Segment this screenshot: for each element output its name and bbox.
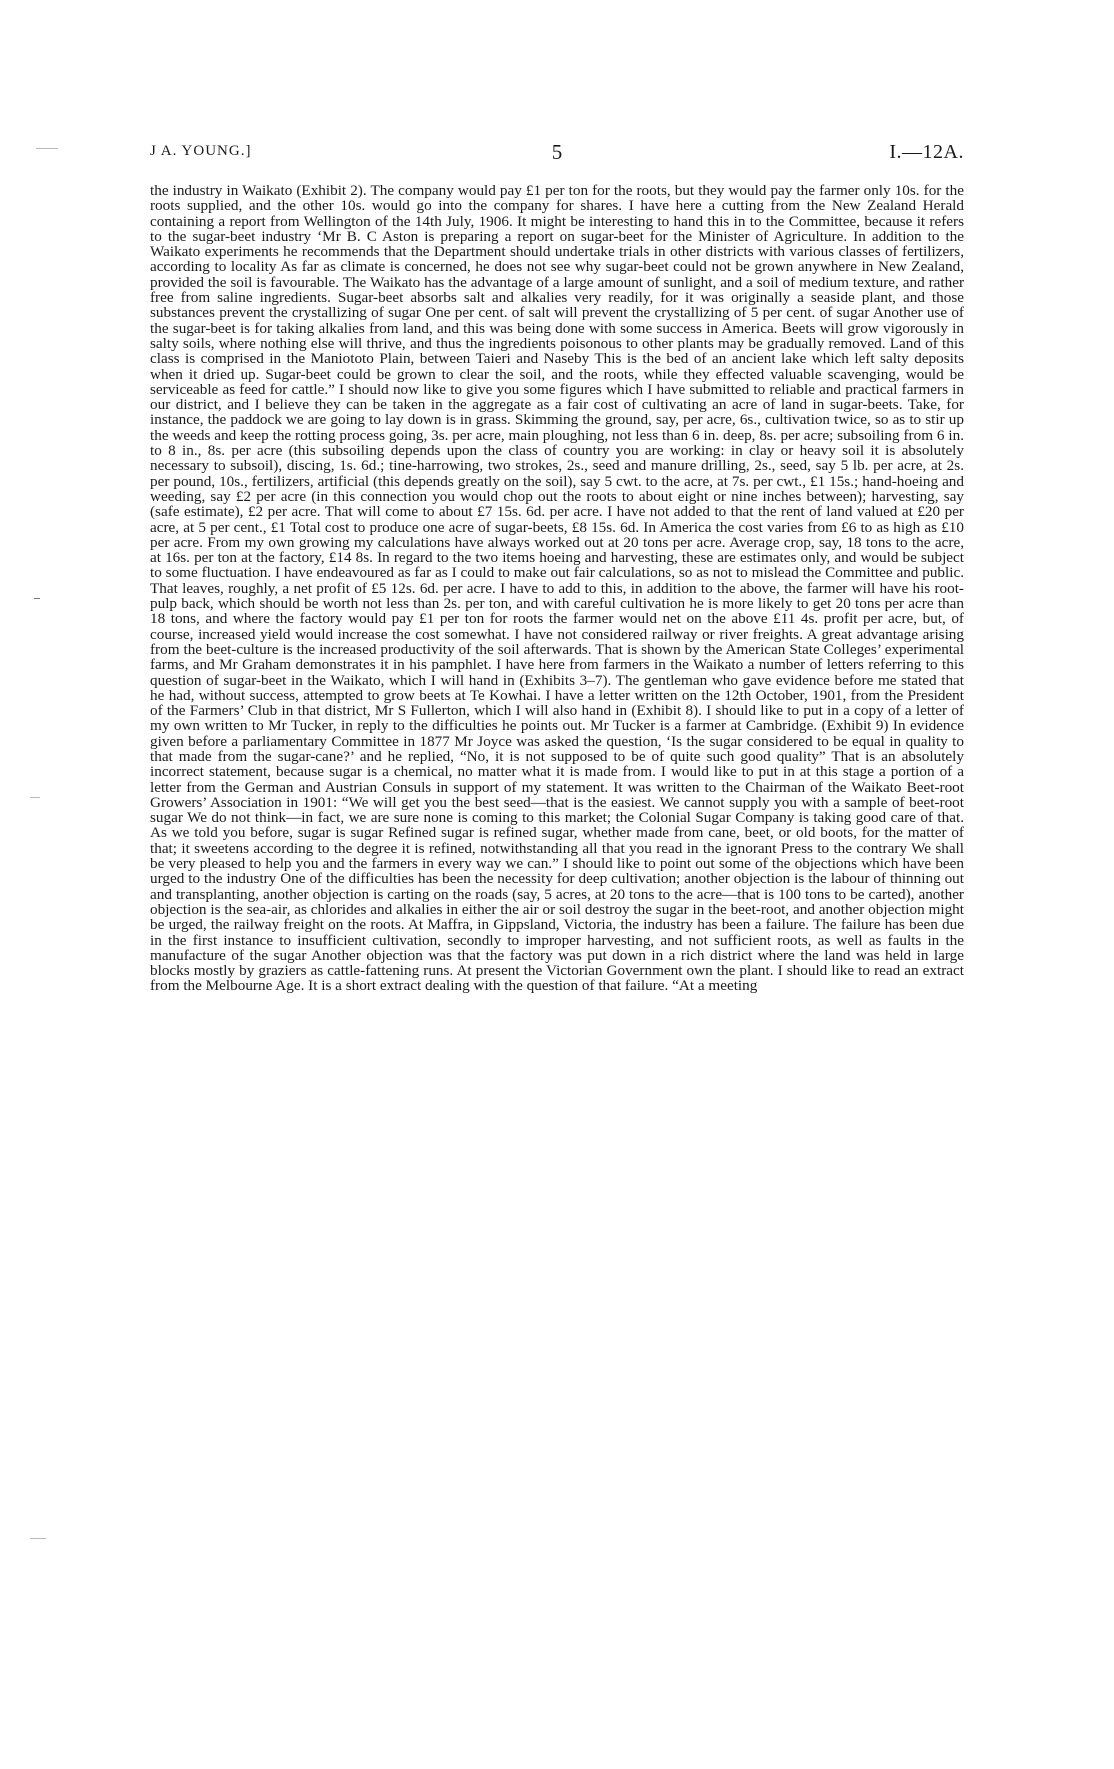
scan-speck [34, 598, 40, 599]
scan-speck [36, 148, 58, 149]
scan-speck [30, 1538, 46, 1539]
document-reference: I.—12A. [889, 141, 964, 163]
witness-name: J A. YOUNG.] [150, 143, 252, 159]
scan-speck [30, 797, 40, 798]
page-header [150, 140, 964, 173]
evidence-paragraph: the industry in Waikato (Exhibit 2). The company would pay £1 per ton for the roots, but they would pay the farmer only 10s. for the roots supplied, and the other 10s. would go into the company for shares. I have here a cutting from the New Zealand Herald containing a report from Wellington of the 14th July, 1906. It might be interesting to hand this in to the Committee, because it refers to the sugar-beet industry ‘Mr B. C Aston is preparing a report on sugar-beet for the Minister of Agriculture. In addition to the Waikato experiments he recommends that the Department should undertake trials in other districts with various classes of fertilizers, according to locality As far as climate is concerned, he does not see why sugar-beet could not be grown anywhere in New Zealand, provided the soil is favourable. The Waikato has the advantage of a large amount of sunlight, and a soil of medium texture, and rather free from saline ingredients. Sugar-beet absorbs salt and alkalies very readily, for it was originally a seaside plant, and those substances prevent the crystallizing of sugar One per cent. of salt will prevent the crystallizing of 5 per cent. of sugar Another use of the sugar-beet is for taking alkalies from land, and this was being done with some success in America. Beets will grow vigorously in salty soils, where nothing else will thrive, and thus the ingredients poisonous to other plants may be gradually removed. Land of this class is comprised in the Maniototo Plain, between Taieri and Naseby This is the bed of an ancient lake which left salty deposits when it dried up. Sugar-beet could be grown to clear the soil, and the roots, while they effected valuable scavenging, would be serviceable as feed for cattle.” I should now like to give you some figures which I have submitted to reliable and practical farmers in our district, and I believe they can be taken in the aggregate as a fair cost of cultivating an acre of land in sugar-beets. Take, for instance, the paddock we are going to lay down is in grass. Skimming the ground, say, per acre, 6s., cultivation twice, so as to stir up the weeds and keep the rotting process going, 3s. per acre, main ploughing, not less than 6 in. deep, 8s. per acre; subsoiling from 6 in. to 8 in., 8s. per acre (this subsoiling depends upon the class of country you are working: in clay or heavy soil it is absolutely necessary to subsoil), discing, 1s. 6d.; tine-harrowing, two strokes, 2s., seed and manure drilling, 2s., seed, say 5 lb. per acre, at 2s. per pound, 10s., fertilizers, artificial (this depends greatly on the soil), say 5 cwt. to the acre, at 7s. per cwt., £1 15s.; hand-hoeing and weeding, say £2 per acre (in this connection you would chop out the roots to about eight or nine inches between); harvesting, say (safe estimate), £2 per acre. That will come to about £7 15s. 6d. per acre. I have not added to that the rent of land valued at £20 per acre, at 5 per cent., £1 Total cost to produce one acre of sugar-beets, £8 15s. 6d. In America the cost varies from £6 to as high as £10 per acre. From my own growing my calculations have always worked out at 20 tons per acre. Average crop, say, 18 tons to the acre, at 16s. per ton at the factory, £14 8s. In regard to the two items hoeing and harvesting, these are estimates only, and would be subject to some fluctuation. I have endeavoured as far as I could to make out fair calculations, so as not to mislead the Committee and public. That leaves, roughly, a net profit of £5 12s. 6d. per acre. I have to add to this, in addition to the above, the farmer will have his root-pulp back, which should be worth not less than 2s. per ton, and with careful cultivation he is more likely to get 20 tons per acre than 18 tons, and where the factory would pay £1 per ton for roots the farmer would net on the above £11 4s. profit per acre, but, of course, increased yield would increase the cost somewhat. I have not considered railway or river freights. A great advantage arising from the beet-culture is the increased productivity of the soil afterwards. That is shown by the American State Colleges’ experimental farms, and Mr Graham demonstrates it in his pamphlet. I have here from farmers in the Waikato a number of letters referring to this question of sugar-beet in the Waikato, which I will hand in (Exhibits 3–7). The gentleman who gave evidence before me stated that he had, without success, attempted to grow beets at Te Kowhai. I have a letter written on the 12th October, 1901, from the President of the Farmers’ Club in that district, Mr S Fullerton, which I will also hand in (Exhibit 8). I should like to put in a copy of a letter of my own written to Mr Tucker, in reply to the difficulties he points out. Mr Tucker is a farmer at Cambridge. (Exhibit 9) In evidence given before a parliamentary Committee in 1877 Mr Joyce was asked the question, ‘Is the sugar considered to be equal in quality to that made from the sugar-cane?’ and he replied, “No, it is not supposed to be of quite such good quality” That is an absolutely incorrect statement, because sugar is a chemical, no matter what it is made from. I would like to put in at this stage a portion of a letter from the German and Austrian Consuls in support of my statement. It was written to the Chairman of the Waikato Beet-root Growers’ Association in 1901: “We will get you the best seed—that is the easiest. We cannot supply you with a sample of beet-root sugar We do not think—in fact, we are sure none is coming to this market; the Colonial Sugar Company is taking good care of that. As we told you before, sugar is sugar Refined sugar is refined sugar, whether made from cane, beet, or old boots, for the matter of that; it sweetens according to the degree it is refined, notwithstanding all that you read in the ignorant Press to the contrary We shall be very pleased to help you and the farmers in every way we can.” I should like to point out some of the objections which have been urged to the industry One of the difficulties has been the necessity for deep cultivation; another objection is the labour of thinning out and transplanting, another objection is carting on the roads (say, 5 acres, at 20 tons to the acre—that is 100 tons to be carted), another objection is the sea-air, as chlorides and alkalies in either the air or soil destroy the sugar in the beet-root, and another objection might be urged, the railway freight on the roots. At Maffra, in Gippsland, Victoria, the industry has been a failure. The failure has been due in the first instance to insufficient cultivation, secondly to improper harvesting, and not sufficient roots, as well as faults in the manufacture of the sugar Another objection was that the factory was put down in a rich district where the land was held in large blocks mostly by graziers as cattle-fattening runs. At present the Victorian Government own the plant. I should like to read an extract from the Melbourne Age. It is a short extract dealing with the question of that failure. “At a meeting [150, 182, 964, 995]
page-number: 5 [551, 140, 563, 164]
